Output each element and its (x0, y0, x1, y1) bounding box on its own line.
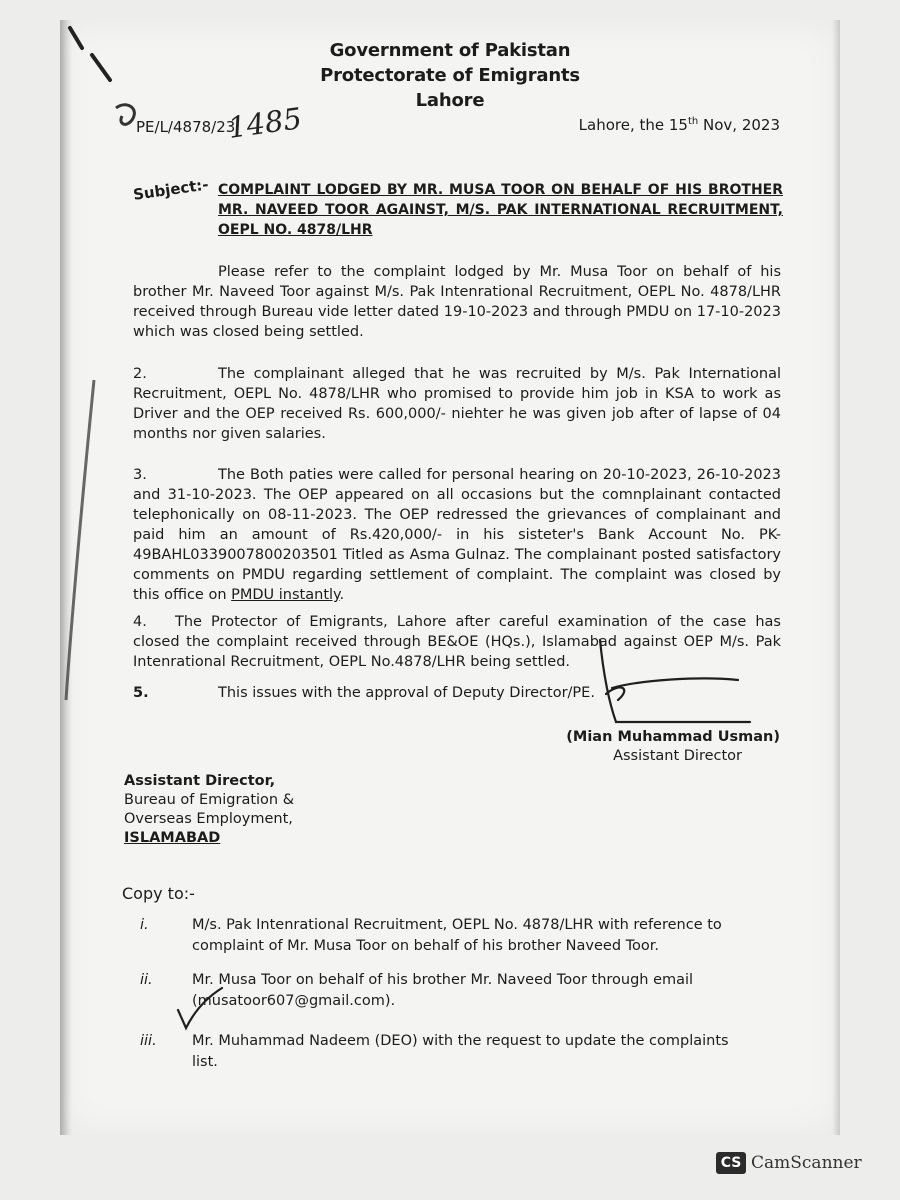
addressee-city: ISLAMABAD (124, 830, 221, 846)
paragraph-3-underlined-text: PMDU instantly (231, 587, 340, 603)
paragraph-5-number: 5. (133, 685, 149, 701)
signature-block (560, 728, 780, 766)
copy-item-3 (140, 1031, 740, 1073)
paragraph-3 (133, 465, 781, 605)
letterhead-line-1: Government of Pakistan (329, 40, 571, 61)
paragraph-2-text: The complainant alleged that he was recruited by M/s. Pak International Recruitment, OEPL No. 4878/LHR who promised to provide him job in KSA to work as Driver and the OEP received Rs. 600,000/- niehter he was given job after of lapse of 04 months nor given salaries. (133, 366, 781, 442)
copy-item-3-numeral: iii. (140, 1033, 157, 1049)
signatory-title: Assistant Director (613, 748, 742, 764)
paragraph-3-number: 3. (133, 467, 147, 483)
addressee-line-3: Overseas Employment, (124, 811, 293, 827)
signatory-name: (Mian Muhammad Usman) (566, 729, 780, 745)
paragraph-1 (133, 262, 781, 342)
date-prefix: Lahore, the 15 (578, 116, 688, 134)
paragraph-2 (133, 364, 781, 444)
paragraph-4 (133, 612, 781, 672)
subject-label: Subject:- (132, 175, 210, 204)
camscanner-watermark (716, 1152, 862, 1174)
letterhead (250, 38, 650, 113)
copy-item-1-numeral: i. (140, 917, 149, 933)
paragraph-5 (133, 683, 781, 703)
handwritten-dispatch-number: 1485 (225, 101, 304, 145)
date-suffix: Nov, 2023 (698, 116, 780, 134)
paragraph-4-number: 4. (133, 614, 147, 630)
subject-text: COMPLAINT LODGED BY MR. MUSA TOOR ON BEHALF OF HIS BROTHER MR. NAVEED TOOR AGAINST, M/S. PAK INTERNATIONAL RECRUITMENT, OEPL NO. 4878/LHR (218, 182, 783, 238)
paragraph-3-end: . (339, 587, 345, 603)
copy-item-1 (140, 915, 740, 957)
addressee-line-2: Bureau of Emigration & (124, 792, 295, 808)
letterhead-line-3: Lahore (415, 90, 485, 111)
copy-to-label: Copy to:- (122, 884, 195, 903)
paragraph-3-text: The Both paties were called for personal hearing on 20-10-2023, 26-10-2023 and 31-10-2023. The OEP appeared on all occasions but the comnplainant contacted telephonically on 08-11-2023. The OEP redressed the grievances of complainant and paid him an amount of Rs.420,000/- in his sisteter's Bank Account No. PK-49BAHL0339007800203501 Titled as Asma Gulnaz. The complainant posted satisfactory comments on PMDU regarding settlement of complaint. The complaint was closed by this office on (133, 467, 781, 603)
camscanner-text: CamScanner (751, 1153, 862, 1173)
page-shadow-right (832, 20, 840, 1135)
copy-item-2-numeral: ii. (140, 972, 153, 988)
addressee-block (124, 772, 294, 848)
copy-item-2-text: Mr. Musa Toor on behalf of his brother Mr. Naveed Toor through email (musatoor607@gmail.com). (192, 972, 694, 1009)
camscanner-logo-icon: CS (716, 1152, 746, 1174)
copy-item-2 (140, 970, 740, 1012)
page-shadow-left (60, 20, 72, 1135)
paragraph-4-text: The Protector of Emigrants, Lahore after careful examination of the case has closed the complaint received through BE&OE (HQs.), Islamabad against OEP M/s. Pak Intenrational Recruitment, OEPL No.4878/LHR being settled. (133, 614, 781, 670)
paragraph-5-text: This issues with the approval of Deputy Director/PE. (218, 685, 595, 701)
addressee-line-1: Assistant Director, (124, 773, 276, 789)
reference-number: PE/L/4878/23 (136, 118, 236, 136)
paragraph-1-text: Please refer to the complaint lodged by Mr. Musa Toor on behalf of his brother Mr. Naveed Toor against M/s. Pak Intenrational Recruitment, OEPL No. 4878/LHR received through Bureau vide letter dated 19-10-2023 and through PMDU on 17-10-2023 which was closed being settled. (133, 264, 781, 340)
date-superscript: th (687, 116, 699, 127)
letter-date (579, 116, 780, 134)
copy-item-1-text: M/s. Pak Intenrational Recruitment, OEPL No. 4878/LHR with reference to complaint of Mr. Musa Toor on behalf of his brother Naveed Toor. (192, 917, 722, 954)
letterhead-line-2: Protectorate of Emigrants (320, 65, 580, 86)
copy-item-3-text: Mr. Muhammad Nadeem (DEO) with the request to update the complaints list. (192, 1033, 729, 1070)
paragraph-2-number: 2. (133, 366, 147, 382)
